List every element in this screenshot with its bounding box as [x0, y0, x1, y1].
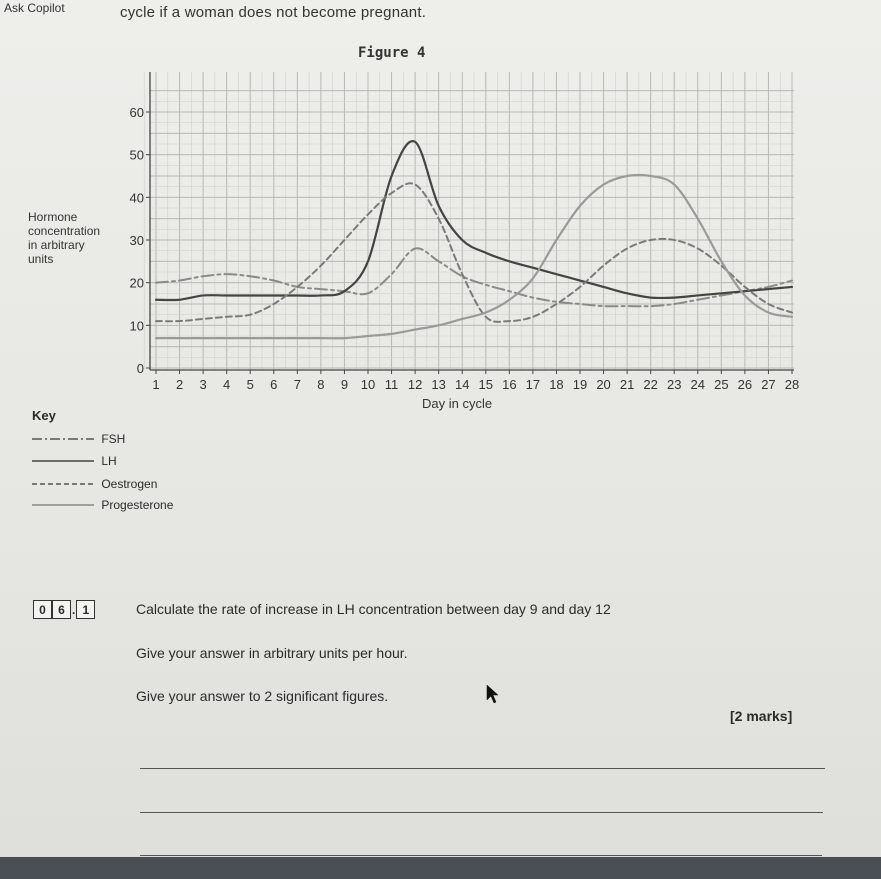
x-tick-label: 26 [737, 377, 753, 392]
x-tick-label: 22 [643, 377, 658, 392]
x-tick-label: 11 [384, 377, 399, 392]
answer-line[interactable] [140, 768, 825, 769]
question-number-dot: . [72, 602, 76, 617]
x-tick-label: 6 [270, 377, 278, 392]
dashed-line-icon [32, 481, 94, 487]
x-tick-label: 9 [340, 377, 349, 392]
question-number-box: 0 [33, 600, 52, 619]
question-text: Calculate the rate of increase in LH concentration between day 9 and day 12 [136, 601, 611, 617]
key-label: Progesterone [101, 497, 174, 512]
x-tick-label: 3 [199, 377, 207, 392]
y-axis-label-line: in arbitrary [28, 238, 85, 252]
key-item-oestrogen [32, 476, 157, 491]
y-tick-label: 60 [129, 105, 144, 120]
mouse-cursor-icon [486, 684, 500, 704]
y-tick-label: 20 [129, 275, 144, 291]
x-tick-label: 23 [666, 377, 682, 392]
x-tick-label: 20 [596, 377, 611, 392]
y-tick-label: 50 [129, 147, 144, 163]
y-tick-label: 30 [129, 233, 144, 248]
hormone-line-chart [0, 0, 881, 420]
y-axis-label-line: units [28, 252, 54, 266]
answer-line[interactable] [140, 855, 822, 856]
x-tick-label: 16 [502, 377, 517, 392]
question-instruction-units: Give your answer in arbitrary units per hour. [136, 645, 408, 661]
x-tick-label: 19 [572, 377, 588, 392]
question-number [33, 600, 95, 619]
x-tick-label: 13 [431, 377, 446, 392]
y-tick-label: 40 [129, 190, 144, 206]
key-item-fsh [32, 431, 125, 446]
key-label: Oestrogen [101, 476, 158, 491]
solid-line-icon [32, 458, 94, 464]
question-number-box: 1 [76, 600, 95, 619]
x-tick-label: 12 [407, 377, 423, 392]
dash-dot-line-icon [32, 436, 94, 442]
x-tick-label: 14 [454, 377, 470, 392]
x-tick-label: 15 [478, 377, 494, 392]
x-tick-label: 27 [761, 377, 776, 392]
x-tick-label: 7 [293, 377, 301, 392]
question-instruction-sigfigs: Give your answer to 2 significant figures. [136, 688, 389, 704]
x-tick-label: 24 [690, 377, 706, 392]
x-tick-label: 8 [317, 377, 325, 392]
y-tick-label: 0 [136, 361, 144, 376]
key-label: LH [101, 453, 117, 468]
x-tick-label: 2 [175, 377, 184, 392]
y-axis-label-line: Hormone [28, 210, 78, 224]
x-axis-label: Day in cycle [422, 396, 493, 411]
x-tick-label: 25 [714, 377, 729, 392]
bottom-taskbar [0, 857, 881, 879]
y-axis-label-line: concentration [28, 224, 101, 238]
x-tick-label: 10 [360, 377, 376, 392]
ask-copilot-label[interactable]: Ask Copilot [4, 1, 65, 15]
key-item-lh [32, 453, 117, 468]
x-tick-label: 28 [784, 377, 800, 392]
x-tick-label: 5 [246, 377, 254, 392]
marks-label: [2 marks] [730, 708, 793, 724]
cut-off-top-text: cycle if a woman does not become pregnant. [120, 4, 427, 21]
key-title: Key [32, 408, 56, 423]
key-item-progesterone [32, 497, 173, 512]
x-tick-label: 1 [152, 377, 160, 392]
question-number-box: 6 [52, 600, 71, 619]
y-tick-label: 10 [129, 318, 144, 334]
light-solid-line-icon [32, 502, 94, 508]
x-tick-label: 18 [549, 377, 564, 392]
key-label: FSH [101, 431, 126, 446]
figure-title: Figure 4 [358, 45, 426, 61]
x-tick-label: 17 [525, 377, 541, 392]
answer-line[interactable] [140, 812, 823, 813]
x-tick-label: 21 [619, 377, 635, 392]
x-tick-label: 4 [223, 377, 231, 392]
